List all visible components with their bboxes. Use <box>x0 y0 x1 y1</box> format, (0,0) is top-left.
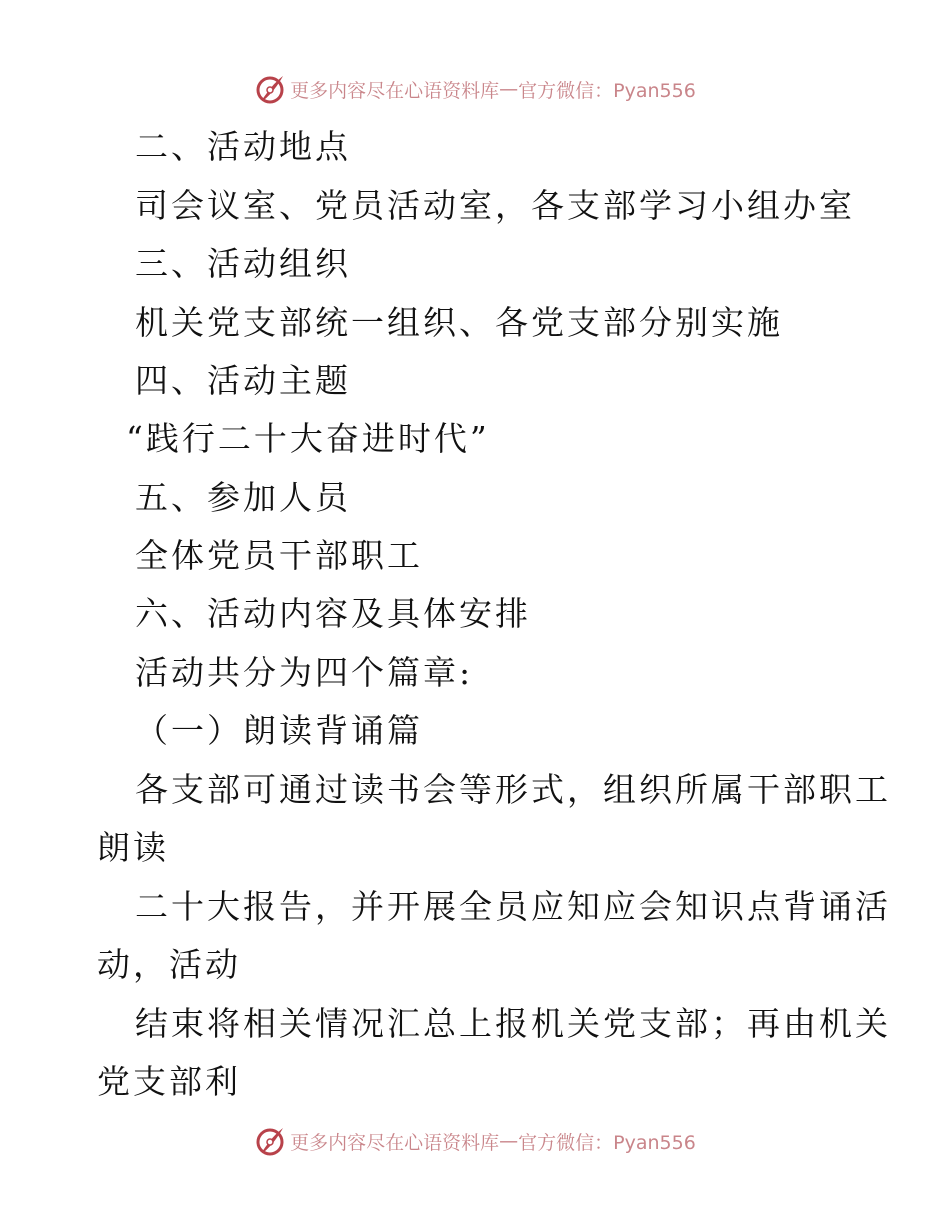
paragraph-reading-line-4: 动，活动 <box>97 945 241 984</box>
paragraph-location: 司会议室、党员活动室，各支部学习小组办室 <box>135 186 855 225</box>
watermark-text: 更多内容尽在心语资料库 <box>290 79 500 102</box>
paragraph-organization: 机关党支部统一组织、各党支部分别实施 <box>135 303 783 342</box>
paragraph-theme: “践行二十大奋进时代” <box>126 419 490 458</box>
watermark-separator: — <box>499 78 519 100</box>
section-heading-participants: 五、参加人员 <box>135 478 351 517</box>
watermark-separator: — <box>499 1130 519 1152</box>
section-heading-theme: 四、活动主题 <box>135 361 351 400</box>
footer-watermark <box>0 1124 950 1158</box>
section-heading-location: 二、活动地点 <box>135 127 351 166</box>
paragraph-chapters: 活动共分为四个篇章: <box>135 653 474 692</box>
quill-logo-icon <box>254 1125 286 1157</box>
watermark-wechat: 官方微信：Pyan556 <box>518 1131 696 1154</box>
paragraph-reading-line-1: 各支部可通过读书会等形式，组织所属干部职工 <box>135 770 891 809</box>
paragraph-reading-line-5: 结束将相关情况汇总上报机关党支部；再由机关 <box>135 1004 891 1043</box>
watermark-text: 更多内容尽在心语资料库 <box>290 1131 500 1154</box>
paragraph-reading-line-6: 党支部利 <box>97 1062 241 1101</box>
paragraph-reading-line-2: 朗读 <box>97 828 169 867</box>
paragraph-reading-line-3: 二十大报告，并开展全员应知应会知识点背诵活 <box>135 887 891 926</box>
paragraph-participants: 全体党员干部职工 <box>135 536 423 575</box>
watermark-wechat: 官方微信：Pyan556 <box>518 79 696 102</box>
quill-logo-icon <box>254 73 286 105</box>
section-heading-content: 六、活动内容及具体安排 <box>135 594 531 633</box>
section-heading-organization: 三、活动组织 <box>135 244 351 283</box>
subsection-heading-reading: （一）朗读背诵篇 <box>135 711 423 750</box>
header-watermark <box>0 72 950 106</box>
